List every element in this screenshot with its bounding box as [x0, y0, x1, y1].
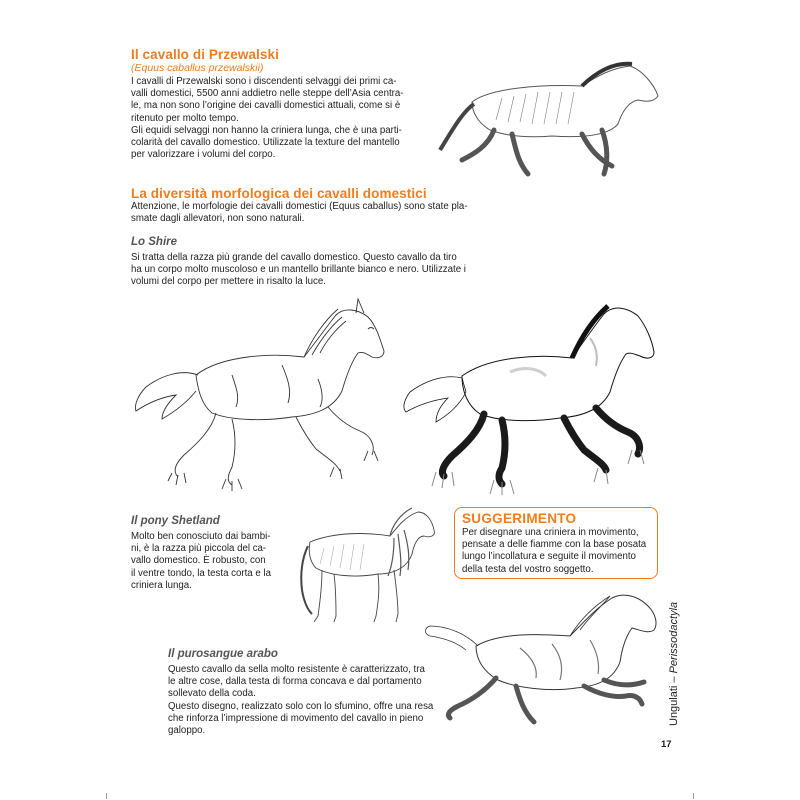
section-name: Ungulati – [668, 673, 680, 726]
shetland-text [131, 531, 296, 592]
shire-shaded-drawing [400, 296, 662, 496]
text-line: smate dagli allevatori, non sono naturali. [131, 213, 305, 225]
text-line: il ventre tondo, la testa corta e la [131, 567, 272, 579]
text-line: le altre cose, dalla testa di forma concava e dal portamento [168, 676, 422, 688]
text-line: per valorizzare i volumi del corpo. [131, 149, 276, 161]
text-line: ha un corpo molto muscoloso e un mantello brillante bianco e nero. Utilizzate i [131, 264, 466, 276]
tip-text [462, 527, 657, 576]
arabo-title: Il purosangue arabo [168, 648, 278, 660]
text-line: valli domestici, 5500 anni addietro nelle steppe dell’Asia centra- [131, 88, 404, 100]
text-line: ni, è la razza più piccola del ca- [131, 543, 267, 555]
text-line: sollevato della coda. [168, 688, 256, 700]
diversita-title: La diversità morfologica dei cavalli domestici [131, 186, 427, 201]
section-sidebar-label [668, 602, 680, 726]
text-line: volumi del corpo per mettere in risalto la luce. [131, 276, 326, 288]
page-number: 17 [661, 739, 672, 750]
text-line: le, ma non sono l’origine dei cavalli domestici attuali, come si è [131, 100, 401, 112]
text-line: galoppo. [168, 725, 206, 737]
text-line: colarità del cavallo domestico. Utilizzate la texture del mantello [131, 137, 400, 149]
text-line: Si tratta della razza più grande del cavallo domestico. Questo cavallo da tiro [131, 252, 457, 263]
text-line: che rinforza l’impressione di movimento del cavallo in pieno [168, 712, 424, 724]
crop-mark [693, 793, 694, 799]
text-line: Questo cavallo da sella molto resistente è caratterizzato, tra [168, 664, 425, 675]
przewalski-text [131, 76, 431, 161]
tip-title: SUGGERIMENTO [462, 511, 577, 526]
text-line: I cavalli di Przewalski sono i discendenti selvaggi dei primi ca- [131, 76, 397, 87]
shetland-pony-drawing [294, 504, 440, 630]
text-line: Gli equidi selvaggi non hanno la criniera lunga, che è una parti- [131, 124, 402, 136]
przewalski-title: Il cavallo di Przewalski [131, 47, 279, 62]
shire-outline-drawing [132, 295, 390, 495]
text-line: ritenuto per molto tempo. [131, 112, 239, 124]
przewalski-subtitle: (Equus caballus przewalskii) [131, 62, 264, 74]
section-name-italic: Perissodactyla [668, 601, 680, 674]
text-line: della testa del vostro soggetto. [462, 563, 594, 575]
text-line: lungo l’incollatura e seguite il movimento [462, 551, 636, 563]
tip-box [454, 507, 658, 579]
text-line: Molto ben conosciuto dai bambi- [131, 531, 271, 542]
crop-mark [106, 793, 107, 799]
arabo-text [168, 664, 458, 737]
diversita-text [131, 201, 531, 225]
text-line: criniera lunga. [131, 579, 192, 591]
shire-text [131, 252, 551, 289]
text-line: pensate a delle fiamme con la base posata [462, 539, 647, 551]
shetland-title: Il pony Shetland [131, 515, 220, 527]
text-line: Per disegnare una criniera in movimento, [462, 527, 639, 538]
text-line: Attenzione, le morfologie dei cavalli domestici (Equus caballus) sono state pla- [131, 201, 468, 212]
przewalski-horse-drawing [432, 50, 664, 180]
text-line: Questo disegno, realizzato solo con lo sfumino, offre una resa [168, 700, 434, 712]
text-line: vallo domestico. È robusto, con [131, 555, 266, 567]
shire-title: Lo Shire [131, 236, 178, 248]
arabian-horse-drawing [420, 582, 664, 732]
